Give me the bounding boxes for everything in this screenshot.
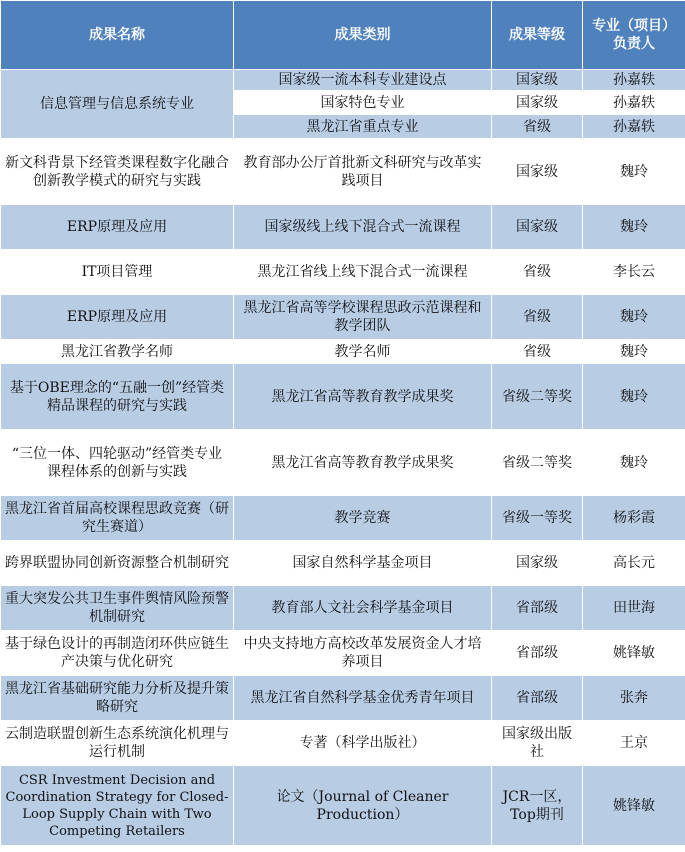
table-row	[1, 541, 685, 586]
achievement-name: ERP原理及应用	[1, 295, 234, 340]
table-row	[1, 676, 685, 721]
achievement-leader: 杨彩霞	[583, 496, 685, 541]
achievement-leader: 田世海	[583, 586, 685, 631]
achievement-category: 教育部办公厅首批新文科研究与改革实践项目	[234, 139, 492, 205]
achievement-leader: 李长云	[583, 250, 685, 295]
achievement-leader: 高长元	[583, 541, 685, 586]
achievement-level: 省级	[492, 340, 583, 364]
achievement-leader: 孙嘉轶	[583, 91, 685, 115]
achievement-name: 基于绿色设计的再制造闭环供应链生产决策与优化研究	[1, 631, 234, 676]
achievement-category: 国家特色专业	[234, 91, 492, 115]
table-row	[1, 205, 685, 250]
achievement-leader: 魏玲	[583, 364, 685, 430]
header-row	[1, 1, 685, 70]
achievement-level: 省部级	[492, 676, 583, 721]
achievement-name: 跨界联盟协同创新资源整合机制研究	[1, 541, 234, 586]
achievement-category: 教学名师	[234, 340, 492, 364]
achievement-level: JCR一区，Top期刊	[492, 766, 583, 846]
achievement-level: 省部级	[492, 631, 583, 676]
achievement-name: IT项目管理	[1, 250, 234, 295]
achievement-level: 省级一等奖	[492, 496, 583, 541]
achievement-category: 黑龙江省高等教育教学成果奖	[234, 430, 492, 496]
table-row	[1, 586, 685, 631]
achievement-name: 基于OBE理念的“五融一创”经管类精品课程的研究与实践	[1, 364, 234, 430]
achievement-name: ERP原理及应用	[1, 205, 234, 250]
achievement-category: 专著（科学出版社）	[234, 721, 492, 766]
achievement-name: 云制造联盟创新生态系统演化机理与运行机制	[1, 721, 234, 766]
achievement-level: 国家级出版社	[492, 721, 583, 766]
achievement-level: 省级	[492, 250, 583, 295]
achievement-leader: 孙嘉轶	[583, 70, 685, 91]
achievement-level: 省级	[492, 115, 583, 139]
achievement-category: 国家级线上线下混合式一流课程	[234, 205, 492, 250]
achievement-level: 省级二等奖	[492, 430, 583, 496]
achievement-leader: 魏玲	[583, 139, 685, 205]
achievement-leader: 姚锋敏	[583, 631, 685, 676]
table-row	[1, 430, 685, 496]
table-row	[1, 139, 685, 205]
achievement-name: “三位一体、四轮驱动”经管类专业课程体系的创新与实践	[1, 430, 234, 496]
table-row	[1, 496, 685, 541]
table-row	[1, 631, 685, 676]
achievement-level: 省级	[492, 295, 583, 340]
achievement-category: 黑龙江省自然科学基金优秀青年项目	[234, 676, 492, 721]
table-row	[1, 721, 685, 766]
achievement-name: 信息管理与信息系统专业	[1, 70, 234, 139]
achievement-leader: 姚锋敏	[583, 766, 685, 846]
achievement-leader: 魏玲	[583, 295, 685, 340]
achievement-category: 黑龙江省线上线下混合式一流课程	[234, 250, 492, 295]
achievement-name: 黑龙江省基础研究能力分析及提升策略研究	[1, 676, 234, 721]
achievement-category: 黑龙江省高等教育教学成果奖	[234, 364, 492, 430]
achievement-category: 黑龙江省重点专业	[234, 115, 492, 139]
achievement-name: 新文科背景下经管类课程数字化融合创新教学模式的研究与实践	[1, 139, 234, 205]
header-leader: 专业（项目）负责人	[583, 1, 685, 70]
table-row	[1, 70, 685, 91]
achievement-category: 教学竞赛	[234, 496, 492, 541]
achievement-name: CSR Investment Decision and Coordination Strategy for Closed-Loop Supply Chain with Two Competing Retailers	[1, 766, 234, 846]
achievement-category: 论文（Journal of Cleaner Production）	[234, 766, 492, 846]
achievement-category: 国家自然科学基金项目	[234, 541, 492, 586]
achievement-leader: 魏玲	[583, 430, 685, 496]
achievement-category: 教育部人文社会科学基金项目	[234, 586, 492, 631]
achievement-category: 国家级一流本科专业建设点	[234, 70, 492, 91]
achievement-leader: 张奔	[583, 676, 685, 721]
achievement-level: 国家级	[492, 70, 583, 91]
achievement-name: 黑龙江省教学名师	[1, 340, 234, 364]
table-row	[1, 364, 685, 430]
achievement-level: 省级二等奖	[492, 364, 583, 430]
header-name: 成果名称	[1, 1, 234, 70]
achievement-leader: 王京	[583, 721, 685, 766]
table-row	[1, 295, 685, 340]
achievement-level: 国家级	[492, 541, 583, 586]
achievement-category: 黑龙江省高等学校课程思政示范课程和教学团队	[234, 295, 492, 340]
achievement-name: 重大突发公共卫生事件舆情风险预警机制研究	[1, 586, 234, 631]
table-row	[1, 766, 685, 846]
achievement-leader: 孙嘉轶	[583, 115, 685, 139]
header-level: 成果等级	[492, 1, 583, 70]
achievement-category: 中央支持地方高校改革发展资金人才培养项目	[234, 631, 492, 676]
achievement-name: 黑龙江省首届高校课程思政竞赛（研究生赛道）	[1, 496, 234, 541]
achievement-level: 省部级	[492, 586, 583, 631]
achievement-level: 国家级	[492, 205, 583, 250]
achievement-leader: 魏玲	[583, 205, 685, 250]
header-category: 成果类别	[234, 1, 492, 70]
achievement-level: 国家级	[492, 91, 583, 115]
table-row	[1, 250, 685, 295]
achievement-level: 国家级	[492, 139, 583, 205]
table-row	[1, 340, 685, 364]
achievement-leader: 魏玲	[583, 340, 685, 364]
